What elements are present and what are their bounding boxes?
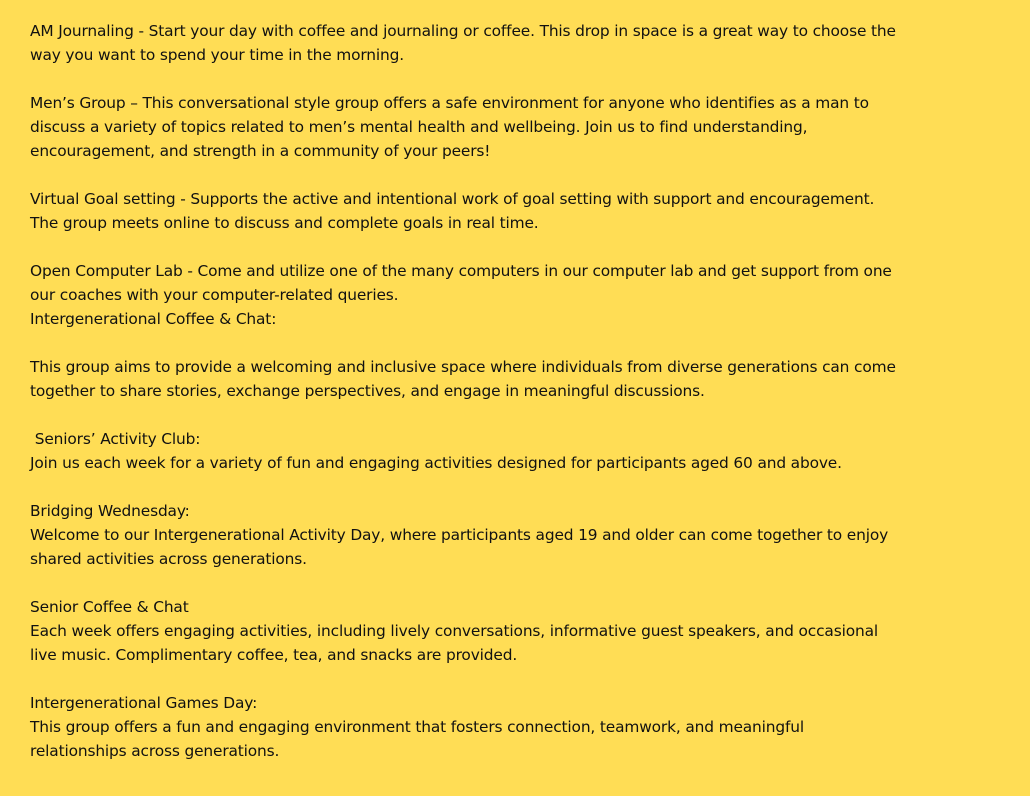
open-computer-lab-line-2: our coaches with your computer-related queries.	[30, 286, 399, 304]
paragraph-gap	[30, 331, 1030, 355]
paragraph-gap	[30, 667, 1030, 691]
bridging-wednesday-line-1: Welcome to our Intergenerational Activity Day, where participants aged 19 and older can come together to enjoy	[30, 526, 889, 544]
senior-coffee-chat-heading: Senior Coffee & Chat	[30, 598, 189, 616]
paragraph-gap	[30, 235, 1030, 259]
seniors-activity-club-line-1: Join us each week for a variety of fun and engaging activities designed for participants aged 60 and above.	[30, 454, 842, 472]
bridging-wednesday-heading: Bridging Wednesday:	[30, 502, 190, 520]
intergenerational-games-day-line-2: relationships across generations.	[30, 742, 280, 760]
paragraph-gap	[30, 403, 1030, 427]
intergenerational-coffee-chat-heading: Intergenerational Coffee & Chat:	[30, 310, 277, 328]
paragraph-gap	[30, 571, 1030, 595]
am-journaling-line-1: AM Journaling - Start your day with coffee and journaling or coffee. This drop in space is a great way to choose the	[30, 22, 896, 40]
intergenerational-coffee-chat-line-1: This group aims to provide a welcoming and inclusive space where individuals from diverse generations can come	[30, 358, 896, 376]
paragraph-gap	[30, 163, 1030, 187]
paragraph-gap	[30, 67, 1030, 91]
senior-coffee-chat-line-1: Each week offers engaging activities, including lively conversations, informative guest speakers, and occasional	[30, 622, 878, 640]
bridging-wednesday-line-2: shared activities across generations.	[30, 550, 307, 568]
intergenerational-games-day-heading: Intergenerational Games Day:	[30, 694, 258, 712]
am-journaling-line-2: way you want to spend your time in the morning.	[30, 46, 405, 64]
paragraph-gap	[30, 475, 1030, 499]
seniors-activity-club-heading: Seniors’ Activity Club:	[30, 430, 201, 448]
virtual-goal-setting-line-2: The group meets online to discuss and complete goals in real time.	[30, 214, 539, 232]
mens-group-line-2: discuss a variety of topics related to men’s mental health and wellbeing. Join us to find understanding,	[30, 118, 808, 136]
senior-coffee-chat-line-2: live music. Complimentary coffee, tea, and snacks are provided.	[30, 646, 518, 664]
mens-group-line-3: encouragement, and strength in a community of your peers!	[30, 142, 491, 160]
intergenerational-games-day-line-1: This group offers a fun and engaging environment that fosters connection, teamwork, and meaningful	[30, 718, 805, 736]
open-computer-lab-line-1: Open Computer Lab - Come and utilize one of the many computers in our computer lab and get support from one	[30, 262, 892, 280]
virtual-goal-setting-line-1: Virtual Goal setting - Supports the active and intentional work of goal setting with support and encouragement.	[30, 190, 875, 208]
intergenerational-coffee-chat-line-2: together to share stories, exchange perspectives, and engage in meaningful discussions.	[30, 382, 705, 400]
mens-group-line-1: Men’s Group – This conversational style group offers a safe environment for anyone who identifies as a man to	[30, 94, 869, 112]
